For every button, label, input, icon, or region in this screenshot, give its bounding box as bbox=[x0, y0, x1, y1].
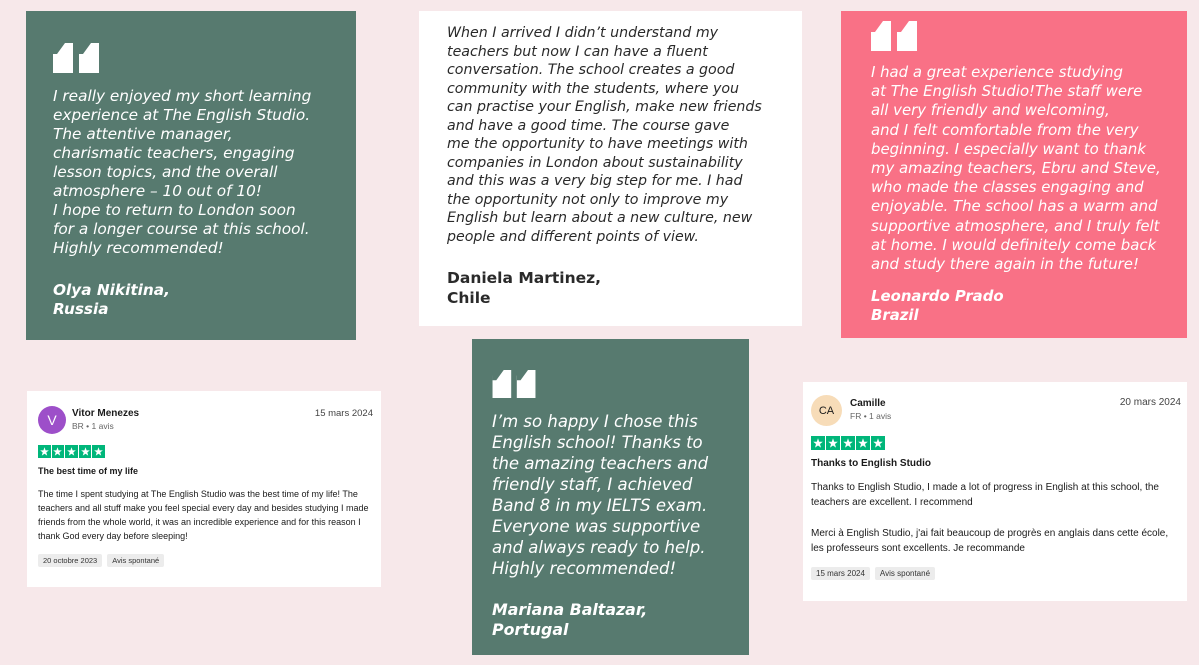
testimonial-text bbox=[871, 63, 1179, 274]
star-icon bbox=[811, 436, 825, 450]
author-country: Brazil bbox=[871, 306, 919, 325]
quote-icon bbox=[492, 370, 735, 398]
testimonial-line: who made the classes engaging and bbox=[871, 178, 1144, 197]
testimonial-text bbox=[492, 411, 735, 579]
testimonial-card-leonardo bbox=[841, 11, 1187, 338]
review-card-vitor bbox=[27, 391, 381, 587]
testimonial-line: atmosphere – 10 out of 10! bbox=[53, 182, 262, 200]
reviewer-meta: BR • 1 avis bbox=[72, 421, 114, 431]
review-title[interactable]: Thanks to English Studio bbox=[811, 458, 931, 469]
review-tags bbox=[38, 554, 373, 567]
testimonial-card-daniela bbox=[419, 11, 802, 326]
review-type-tag: Avis spontané bbox=[875, 567, 935, 580]
author-country: Russia bbox=[53, 300, 109, 318]
review-date: 15 mars 2024 bbox=[314, 408, 373, 419]
testimonial-line: enjoyable. The school has a warm and bbox=[871, 197, 1158, 216]
review-body-translation: Merci à English Studio, j'ai fait beaucoup de progrès en anglais dans cette école, les professeurs sont excellents. Je recommande bbox=[811, 527, 1169, 554]
testimonial-line: I’m so happy I chose this bbox=[492, 412, 698, 431]
testimonial-author bbox=[871, 287, 1179, 325]
testimonial-card-olya bbox=[26, 11, 356, 340]
star-icon bbox=[871, 436, 885, 450]
author-name: Daniela Martinez, bbox=[447, 269, 602, 287]
review-header bbox=[38, 406, 373, 434]
testimonial-line: at home. I would definitely come back bbox=[871, 235, 1157, 254]
star-icon bbox=[79, 445, 92, 458]
testimonial-line: my amazing teachers, Ebru and Steve, bbox=[871, 159, 1161, 178]
testimonial-line: Highly recommended! bbox=[53, 239, 224, 257]
testimonial-line: and study there again in the future! bbox=[871, 255, 1139, 274]
avatar: V bbox=[38, 406, 66, 434]
testimonial-text bbox=[447, 24, 788, 246]
testimonial-line: charismatic teachers, engaging bbox=[53, 144, 295, 162]
testimonial-line: me the opportunity to have meetings with bbox=[447, 136, 748, 152]
star-rating bbox=[38, 445, 373, 458]
testimonial-line: beginning. I especially want to thank bbox=[871, 139, 1146, 158]
star-icon bbox=[52, 445, 65, 458]
testimonial-line: When I arrived I didn’t understand my bbox=[447, 25, 719, 41]
quote-icon bbox=[53, 43, 334, 73]
testimonial-line: Everyone was supportive bbox=[492, 517, 701, 536]
experience-date-tag: 20 octobre 2023 bbox=[38, 554, 102, 567]
testimonial-line: and this was a very big step for me. I had bbox=[447, 173, 743, 189]
testimonial-line: conversation. The school creates a good bbox=[447, 62, 735, 78]
reviewer-name[interactable]: Camille bbox=[850, 398, 886, 409]
star-icon bbox=[92, 445, 105, 458]
testimonial-line: experience at The English Studio. bbox=[53, 106, 311, 124]
review-title[interactable]: The best time of my life bbox=[38, 465, 139, 476]
star-icon bbox=[841, 436, 855, 450]
testimonial-line: community with the students, where you bbox=[447, 80, 740, 97]
testimonial-line: can practise your English, make new friends bbox=[447, 99, 762, 115]
testimonial-line: all very friendly and welcoming, bbox=[871, 101, 1110, 120]
star-icon bbox=[65, 445, 78, 458]
review-header bbox=[811, 395, 1181, 426]
quote-icon bbox=[871, 21, 1179, 51]
testimonial-line: at The English Studio!The staff were bbox=[871, 82, 1143, 101]
testimonial-line: teachers but now I can have a fluent bbox=[447, 43, 708, 60]
star-icon bbox=[856, 436, 870, 450]
testimonial-line: and always ready to help. bbox=[492, 538, 706, 557]
review-body: The time I spent studying at The English Studio was the best time of my life! The teachers and all stuff make you feel special every day and besides studying I made friends from the whole world, it was an incredible experience and for this reason I thank God every day before sleeping! bbox=[38, 488, 369, 541]
star-rating bbox=[811, 436, 1181, 450]
testimonial-line: friendly staff, I achieved bbox=[492, 475, 693, 494]
testimonial-line: for a longer course at this school. bbox=[53, 220, 310, 238]
testimonial-line: the amazing teachers and bbox=[492, 454, 709, 473]
testimonial-line: English school! Thanks to bbox=[492, 433, 703, 452]
testimonial-line: The attentive manager, bbox=[53, 125, 233, 143]
testimonial-line: I hope to return to London soon bbox=[53, 201, 296, 219]
testimonial-line: and have a good time. The course gave bbox=[447, 117, 730, 134]
testimonial-line: Highly recommended! bbox=[492, 559, 677, 578]
testimonial-line: the opportunity not only to improve my bbox=[447, 191, 729, 208]
star-icon bbox=[38, 445, 51, 458]
author-name: Leonardo Prado bbox=[871, 287, 1004, 306]
testimonial-author bbox=[447, 269, 788, 308]
testimonial-card-mariana bbox=[472, 339, 749, 655]
review-date: 20 mars 2024 bbox=[1119, 397, 1181, 408]
avatar: CA bbox=[811, 395, 842, 426]
testimonial-line: I really enjoyed my short learning bbox=[53, 87, 312, 105]
author-country: Chile bbox=[447, 288, 491, 307]
testimonial-line: lesson topics, and the overall bbox=[53, 163, 278, 181]
experience-date-tag: 15 mars 2024 bbox=[811, 567, 870, 580]
testimonial-line: English but learn about a new culture, new bbox=[447, 210, 753, 226]
reviewer-meta: FR • 1 avis bbox=[850, 411, 892, 421]
testimonial-line: supportive atmosphere, and I truly felt bbox=[871, 216, 1160, 235]
review-tags bbox=[811, 567, 1181, 580]
testimonial-text bbox=[53, 87, 334, 258]
reviewer-name[interactable]: Vitor Menezes bbox=[72, 408, 140, 419]
reviewer-info bbox=[72, 406, 139, 431]
testimonial-author bbox=[492, 600, 735, 640]
testimonial-line: people and different points of view. bbox=[447, 228, 699, 245]
testimonial-line: and I felt comfortable from the very bbox=[871, 120, 1139, 139]
star-icon bbox=[826, 436, 840, 450]
review-card-camille bbox=[803, 382, 1187, 601]
author-name: Mariana Baltazar, bbox=[492, 600, 648, 619]
testimonial-line: Band 8 in my IELTS exam. bbox=[492, 496, 708, 515]
review-type-tag: Avis spontané bbox=[107, 554, 164, 567]
author-country: Portugal bbox=[492, 620, 569, 639]
testimonial-line: I had a great experience studying bbox=[871, 63, 1124, 81]
testimonial-author bbox=[53, 281, 334, 319]
review-body: Thanks to English Studio, I made a lot of progress in English at this school, the teachers are excellent. I recommend bbox=[811, 482, 1159, 509]
author-name: Olya Nikitina, bbox=[53, 281, 170, 299]
reviewer-info bbox=[850, 395, 891, 421]
testimonial-line: companies in London about sustainability bbox=[447, 154, 743, 171]
